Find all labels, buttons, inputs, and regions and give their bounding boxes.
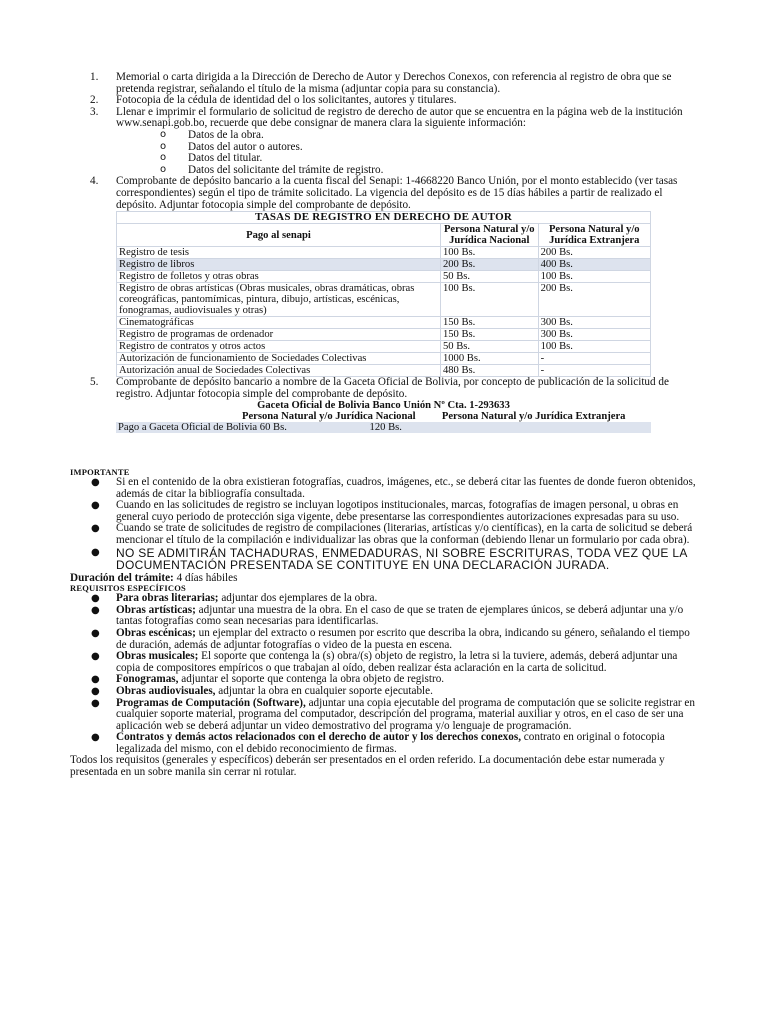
list-text: Llenar e imprimir el formulario de solicitud de registro de derecho de autor que se encuentra en la página web de la institución www.senapi.gob.bo, recuerde que debe consignar de manera clara la siguiente información: (116, 105, 683, 130)
circle-bullet-icon: o (160, 163, 167, 175)
table-row: Cinematográficas 150 Bs. 300 Bs. (117, 317, 651, 329)
list-text: Comprobante de depósito bancario a nombre de la Gaceta Oficial de Bolivia, por concepto de publicación de la solicitud de registro. Adjuntar fotocopia simple del comprobante de depósito. (116, 376, 669, 400)
bullet-icon: ● (91, 500, 100, 512)
sublist-item: o Datos del solicitante del trámite de registro. (160, 163, 384, 176)
specific-requirements-list (70, 593, 700, 755)
table-row: Registro de contratos y otros actos 50 Bs. 100 Bs. (117, 341, 651, 353)
list-item (70, 176, 700, 377)
list-item (70, 377, 700, 433)
fees-col-header: Persona Natural y/o Jurídica Extranjera (538, 224, 650, 247)
circle-bullet-icon: o (160, 128, 167, 140)
list-number: 2. (90, 94, 99, 107)
list-item (70, 107, 700, 177)
list-item: ● Cuando en las solicitudes de registro se incluyan logotipos institucionales, marcas, fotografías de imagen personal, u obras en general cuyo periodo de protección siga vigente, debe presentarse las correspondientes autorizaciones expresadas para su uso. (91, 499, 680, 523)
sublist-item: o Datos del autor o autores. (160, 140, 303, 153)
list-item: ● Contratos y demás actos relacionados con el derecho de autor y los derechos conexos, contrato en original o fotocopia legalizada del mismo, con el debido reconocimiento de firmas. (91, 731, 665, 755)
table-row: Registro de libros 200 Bs. 400 Bs. (117, 259, 651, 271)
gaceta-col-header: Persona Natural y/o Jurídica Nacional (242, 411, 416, 423)
info-sublist (116, 130, 700, 176)
list-item (70, 72, 700, 95)
bullet-icon: ● (91, 593, 100, 605)
important-section (70, 468, 700, 779)
list-item: ● Obras escénicas; un ejemplar del extracto o resumen por escrito que describa la obra, indicando su género, señalando el tiempo de duración, además de adjuntar fotografías o video de la puesta en escena. (91, 626, 690, 651)
list-item: ● Obras musicales; El soporte que contenga la (s) obra/(s) objeto de registro, la letra si la tuviere, además, deberá adjuntar una copia de compositores empíricos o que trabajan al oído, deben realizar ésta aclaración en la carta de solicitud. (91, 650, 678, 674)
bullet-icon: ● (91, 477, 100, 488)
sublist-item: o Datos de la obra. (160, 128, 264, 141)
bullet-icon: ● (91, 674, 100, 686)
gaceta-table (116, 400, 651, 433)
important-list (70, 477, 700, 571)
list-number: 1. (90, 71, 99, 83)
fees-col-header: Pago al senapi (117, 224, 441, 247)
table-row: Registro de obras artísticas (Obras musicales, obras dramáticas, obras coreográficas, pantomímicas, pintura, dibujo, artísticas, escénicas, fonogramas, audiovisuales y otras) 100 Bs. 200 Bs. (117, 283, 651, 317)
bullet-icon: ● (91, 685, 100, 697)
list-number: 5. (90, 376, 99, 389)
bullet-icon: ● (91, 546, 101, 558)
list-item: ● Si en el contenido de la obra existieran fotografías, cuadros, imágenes, etc., se deberá citar las fuentes de donde fueron obtenidos, además de citar la bibliografía consultada. (91, 476, 696, 500)
bullet-icon: ● (91, 697, 100, 709)
table-row: Registro de folletos y otras obras 50 Bs. 100 Bs. (117, 271, 651, 283)
table-row: Pago a Gaceta Oficial de Bolivia 60 Bs. 120 Bs. (116, 422, 651, 433)
list-item: ● NO SE ADMITIRÁN TACHADURAS, ENMEDADURAS, NI SOBRE ESCRITURAS, TODA VEZ QUE LA DOCUMENTACIÓN PRESENTADA SE CONTITUYE EN UNA DECLARACIÓN JURADA. (91, 545, 687, 572)
table-row: Autorización anual de Sociedades Colectivas 480 Bs. - (117, 365, 651, 377)
list-text: Comprobante de depósito bancario a la cuenta fiscal del Senapi: 1-4668220 Banco Unión, por el monto establecido (ver tasas correspondientes) según el tipo de trámite solicitado. La vigencia del depósito es de 15 días hábiles a partir de realizado el depósito. Adjuntar fotocopia simple del comprobante de depósito. (116, 175, 678, 211)
requirements-list (70, 72, 700, 433)
bullet-icon: ● (91, 651, 100, 663)
table-row: Registro de tesis 100 Bs. 200 Bs. (117, 247, 651, 259)
bullet-icon: ● (91, 732, 100, 744)
list-item: ● Para obras literarias; adjuntar dos ejemplares de la obra. (91, 592, 378, 605)
list-number: 3. (90, 105, 99, 118)
specific-requirements-heading: REQUISITOS ESPECÍFICOS (70, 583, 186, 594)
duration-value: 4 días hábiles (173, 571, 238, 584)
circle-bullet-icon: o (160, 140, 167, 152)
list-text: Memorial o carta dirigida a la Dirección de Derecho de Autor y Derechos Conexos, con referencia al registro de obra que se pretenda registrar, señalando el título de la misma (adjuntar copia para su constancia). (116, 71, 672, 95)
bullet-icon: ● (91, 627, 100, 639)
gaceta-table-title: Gaceta Oficial de Bolivia Banco Unión Nº Cta. 1-293633 (257, 400, 510, 412)
fees-col-header: Persona Natural y/o Jurídica Nacional (440, 224, 538, 247)
fees-table (116, 211, 651, 377)
duration-label: Duración del trámite: (70, 571, 174, 584)
list-item: ● Fonogramas, adjuntar el soporte que contenga la obra objeto de registro. (91, 673, 445, 686)
list-item: ● Cuando se trate de solicitudes de registro de compilaciones (literarias, artísticas y/o científicas), en la carta de solicitud se deberá mencionar el título de la compilación e individualizar las obras que la conforman (debiendo llenar un formulario por cada obra). (91, 522, 693, 546)
table-row: Registro de programas de ordenador 150 Bs. 300 Bs. (117, 329, 651, 341)
table-row: Autorización de funcionamiento de Sociedades Colectivas 1000 Bs. - (117, 353, 651, 365)
list-text: Fotocopia de la cédula de identidad del o los solicitantes, autores y titulares. (116, 94, 457, 107)
circle-bullet-icon: o (160, 152, 167, 164)
important-heading: IMPORTANTE (70, 467, 130, 477)
sublist-item: o Datos del titular. (160, 152, 263, 165)
closing-paragraph: Todos los requisitos (generales y específicos) deberán ser presentados en el orden referido. La documentación debe estar numerada y presentada en un sobre manila sin cerrar ni rotular. (70, 754, 665, 779)
list-item: ● Obras artísticas; adjuntar una muestra de la obra. En el caso de que se traten de ejemplares únicos, se deberá adjuntar una y/o tantas fotografías como sean necesarias para identificarlas. (91, 603, 684, 628)
list-item: ● Programas de Computación (Software), adjuntar una copia ejecutable del programa de computación que se solicite registrar en cualquier soporte material, programa del computador, descripción del programa, material auxiliar y otros, en el caso de ser una aplicación web se deberá adjuntar un video demostrativo del programa y/o lenguaje de programación. (91, 696, 695, 732)
bullet-icon: ● (91, 604, 100, 616)
bullet-icon: ● (91, 523, 100, 535)
list-item: ● Obras audiovisuales, adjuntar la obra en cualquier soporte ejecutable. (91, 684, 433, 697)
list-number: 4. (90, 175, 99, 188)
fees-table-title: TASAS DE REGISTRO EN DERECHO DE AUTOR (117, 212, 651, 224)
gaceta-col-header: Persona Natural y/o Jurídica Extranjera (441, 411, 626, 423)
